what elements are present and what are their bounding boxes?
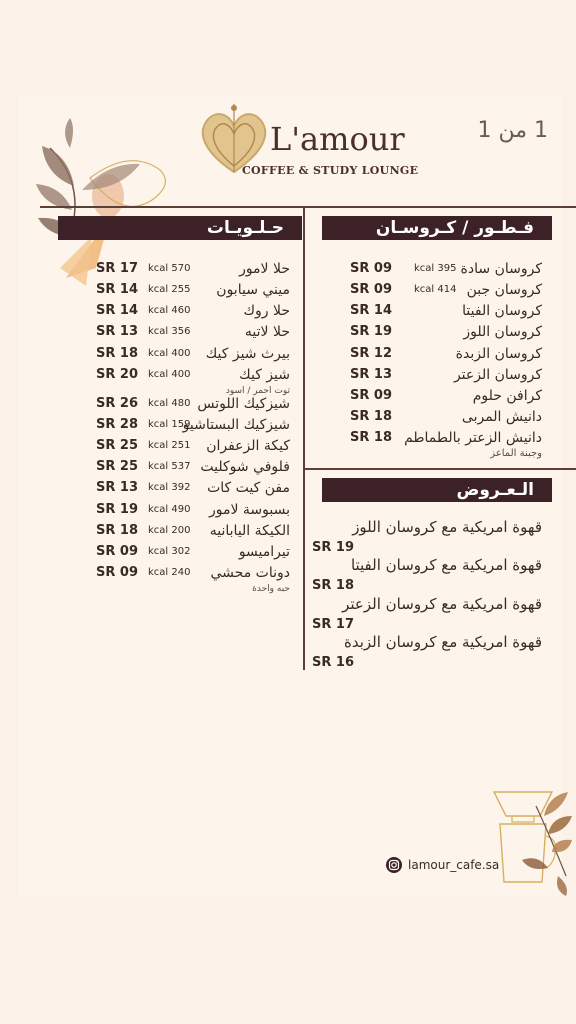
menu-item (350, 343, 542, 365)
item-kcal: kcal 480 (148, 398, 191, 409)
item-kcal: kcal 460 (148, 305, 191, 316)
item-price: SR 18 (96, 346, 138, 361)
divider-offers (305, 468, 576, 470)
page-counter: 1 من 1 (477, 118, 548, 143)
menu-item (96, 343, 290, 365)
item-price: SR 14 (350, 303, 392, 318)
menu-item (350, 385, 542, 407)
item-name: دانيش المربى (461, 409, 542, 425)
offer-price: SR 16 (312, 655, 354, 670)
item-price: SR 25 (96, 438, 138, 453)
section-title-pastries: فـطـور / كـروسـان (322, 216, 552, 240)
menu-item (96, 258, 290, 280)
item-price: SR 28 (96, 417, 138, 432)
item-price: SR 12 (350, 346, 392, 361)
item-name: كروسان سادة (460, 261, 542, 277)
item-price: SR 14 (96, 303, 138, 318)
offer-name: قهوة امريكية مع كروسان اللوز (352, 518, 542, 536)
menu-item (350, 406, 542, 428)
item-price: SR 18 (350, 409, 392, 424)
item-kcal: kcal 200 (148, 525, 191, 536)
offer-price: SR 19 (312, 540, 354, 555)
item-price: SR 13 (96, 324, 138, 339)
item-name: كروسان جبن (466, 282, 542, 298)
item-name: مفن كيت كات (207, 480, 290, 496)
item-kcal: kcal 356 (148, 326, 191, 337)
menu-item (96, 477, 290, 499)
offer-name: قهوة امريكية مع كروسان الزعتر (342, 595, 542, 613)
instagram-icon (386, 857, 402, 873)
menu-item (96, 393, 290, 415)
brand-logo (190, 100, 420, 185)
brand-name: L'amour (270, 120, 405, 158)
offer-name: قهوة امريكية مع كروسان الفيتا (350, 556, 542, 574)
offer-price: SR 17 (312, 617, 354, 632)
menu-item (96, 541, 290, 563)
item-kcal: kcal 400 (148, 369, 191, 380)
divider-vertical (303, 208, 305, 670)
menu-item (96, 300, 290, 322)
menu-item (96, 435, 290, 457)
item-price: SR 14 (96, 282, 138, 297)
item-name: تيراميسو (238, 544, 290, 560)
item-name: كرافن حلوم (472, 388, 542, 404)
item-name: كروسان اللوز (463, 324, 542, 340)
item-name: ميني سيابون (216, 282, 290, 298)
menu-item (96, 562, 290, 594)
item-price: SR 09 (350, 282, 392, 297)
item-name: شيزكيك اللوتس (197, 396, 290, 412)
menu-item (96, 520, 290, 542)
menu-item (96, 321, 290, 343)
item-name: فلوفي شوكليت (200, 459, 290, 475)
item-kcal: kcal 490 (148, 504, 191, 515)
item-name: دانيش الزعتر بالطماطم (404, 430, 542, 446)
item-kcal: kcal 240 (148, 567, 191, 578)
item-note: حبه واحدة (252, 584, 290, 594)
menu-item (350, 300, 542, 322)
item-name: الكيكة اليابانيه (209, 523, 290, 539)
menu-item (96, 364, 290, 396)
divider-top (40, 206, 576, 208)
item-name: شيز كيك (239, 367, 290, 383)
item-name: كروسان الفيتا (462, 303, 542, 319)
item-price: SR 13 (350, 367, 392, 382)
item-kcal: kcal 255 (148, 284, 191, 295)
brand-tagline: COFFEE & STUDY LOUNGE (242, 164, 419, 177)
item-name: حلا روك (243, 303, 290, 319)
item-kcal: kcal 392 (148, 482, 191, 493)
item-price: SR 13 (96, 480, 138, 495)
menu-item (96, 279, 290, 301)
item-price: SR 09 (350, 261, 392, 276)
item-name: بسبوسة لامور (208, 502, 290, 518)
item-price: SR 18 (96, 523, 138, 538)
menu-item (350, 279, 542, 301)
item-price: SR 25 (96, 459, 138, 474)
menu-item (350, 427, 542, 459)
item-name: كيكة الزعفران (206, 438, 290, 454)
item-kcal: kcal 159 (148, 419, 191, 430)
item-kcal: kcal 570 (148, 263, 191, 274)
offer-price: SR 18 (312, 578, 354, 593)
menu-item (96, 414, 290, 436)
item-name: حلا لاتيه (244, 324, 290, 340)
item-name: كروسان الزعتر (453, 367, 542, 383)
item-kcal: kcal 400 (148, 348, 191, 359)
item-name: شيزكيك البستاشيو (182, 417, 290, 433)
item-kcal: kcal 302 (148, 546, 191, 557)
instagram-link[interactable] (386, 856, 499, 874)
offer-name: قهوة امريكية مع كروسان الزبدة (343, 633, 542, 651)
menu-item (96, 499, 290, 521)
menu-item (350, 321, 542, 343)
item-kcal: kcal 537 (148, 461, 191, 472)
item-price: SR 20 (96, 367, 138, 382)
instagram-handle: lamour_cafe.sa (408, 858, 500, 872)
section-title-sweets: حـلـويـات (58, 216, 302, 240)
item-price: SR 19 (96, 502, 138, 517)
item-price: SR 09 (96, 544, 138, 559)
item-price: SR 26 (96, 396, 138, 411)
item-price: SR 18 (350, 430, 392, 445)
item-name: دونات محشي (210, 565, 290, 581)
item-price: SR 09 (96, 565, 138, 580)
menu-item (350, 258, 542, 280)
coffee-dripper-decoration (488, 786, 574, 898)
item-note: وجبنة الماعز (490, 448, 542, 459)
item-note: توت احمر / اسود (225, 386, 290, 396)
section-title-offers: الـعـروض (322, 478, 552, 502)
item-name: بيرث شيز كيك (205, 346, 290, 362)
item-price: SR 09 (350, 388, 392, 403)
menu-item (96, 456, 290, 478)
item-name: حلا لامور (239, 261, 290, 277)
item-price: SR 17 (96, 261, 138, 276)
item-kcal: kcal 251 (148, 440, 191, 451)
item-price: SR 19 (350, 324, 392, 339)
item-kcal: kcal 395 (414, 263, 457, 274)
menu-item (350, 364, 542, 386)
item-kcal: kcal 414 (414, 284, 457, 295)
item-name: كروسان الزبدة (455, 346, 542, 362)
